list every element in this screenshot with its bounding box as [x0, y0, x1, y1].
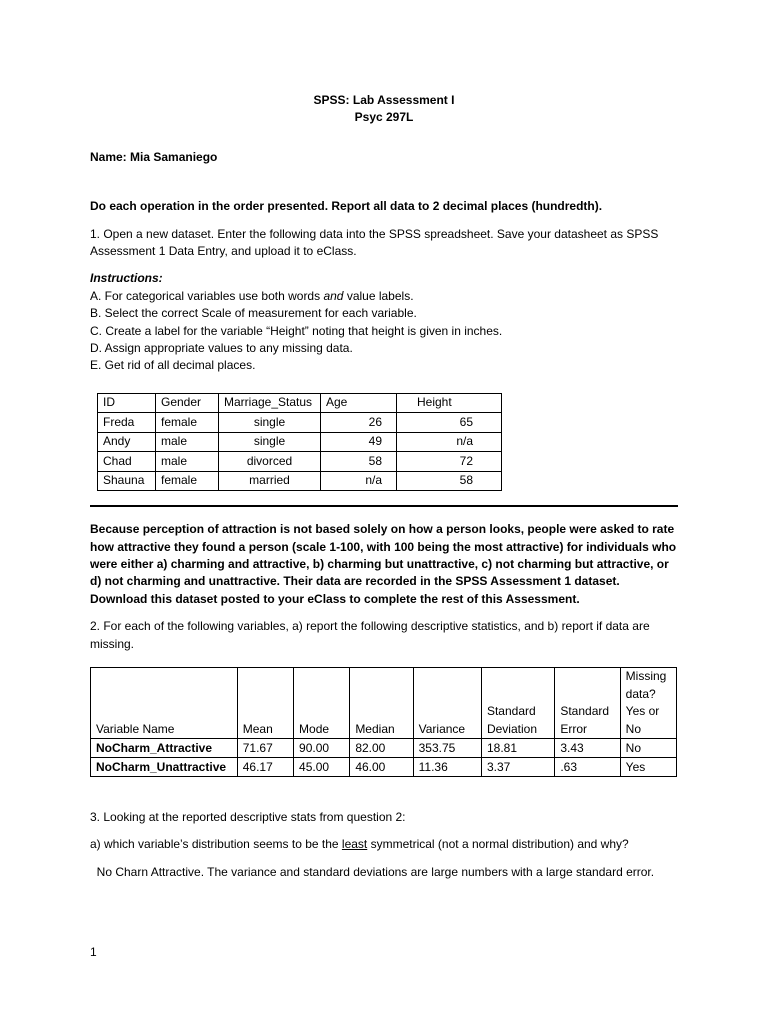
- table-cell: n/a: [397, 432, 502, 452]
- header-cell: Gender: [156, 393, 219, 413]
- page-number: 1: [90, 945, 97, 959]
- instruction-a: A. For categorical variables use both words and value labels.: [90, 288, 414, 303]
- header-cell: Height: [397, 393, 502, 413]
- table-cell: 353.75: [413, 738, 481, 757]
- descriptives-table: [90, 667, 677, 777]
- course-code: Psyc 297L: [354, 110, 414, 125]
- header-cell: Marriage_Status: [219, 393, 321, 413]
- table-cell: Andy: [98, 432, 156, 452]
- header-cell: Standard Error: [555, 667, 620, 738]
- header-cell: Variable Name: [91, 667, 238, 738]
- table-cell: NoCharm_Attractive: [91, 738, 238, 757]
- raw-data-table: [97, 393, 502, 492]
- header-cell: Missing data? Yes or No: [620, 667, 676, 738]
- table-row: [91, 757, 677, 776]
- table-cell: 18.81: [481, 738, 554, 757]
- table-cell: 3.37: [481, 757, 554, 776]
- table-cell: single: [219, 432, 321, 452]
- question-1: 1. Open a new dataset. Enter the following data into the SPSS spreadsheet. Save your datasheet as SPSS Assessment 1 Data Entry, and upload it to eClass.: [90, 226, 659, 258]
- table-cell: n/a: [321, 471, 397, 491]
- question-3a: a) which variable’s distribution seems to be the least symmetrical (not a normal distribution) and why?: [90, 837, 629, 852]
- table-header-row: [98, 393, 502, 413]
- header-cell: Age: [321, 393, 397, 413]
- header-cell: Variance: [413, 667, 481, 738]
- table-cell: 58: [321, 452, 397, 472]
- table-cell: .63: [555, 757, 620, 776]
- directions: Do each operation in the order presented. Report all data to 2 decimal places (hundredth).: [90, 199, 603, 214]
- table-cell: married: [219, 471, 321, 491]
- table-cell: 45.00: [294, 757, 350, 776]
- table-row: [98, 471, 502, 491]
- table-cell: Freda: [98, 413, 156, 433]
- table-cell: 71.67: [237, 738, 293, 757]
- table-cell: 65: [397, 413, 502, 433]
- table-cell: No: [620, 738, 676, 757]
- table-cell: male: [156, 432, 219, 452]
- table-cell: 11.36: [413, 757, 481, 776]
- table-row: [98, 432, 502, 452]
- table-cell: 49: [321, 432, 397, 452]
- table-row: [98, 452, 502, 472]
- document-page: [90, 92, 678, 881]
- table-header-row: [91, 667, 677, 738]
- table-cell: 26: [321, 413, 397, 433]
- table-cell: 58: [397, 471, 502, 491]
- table-cell: 72: [397, 452, 502, 472]
- table-cell: 46.17: [237, 757, 293, 776]
- table-cell: male: [156, 452, 219, 472]
- student-name: Name: Mia Samaniego: [90, 149, 218, 164]
- header-cell: Mode: [294, 667, 350, 738]
- table-cell: female: [156, 413, 219, 433]
- table-cell: Chad: [98, 452, 156, 472]
- table-cell: Shauna: [98, 471, 156, 491]
- table-cell: divorced: [219, 452, 321, 472]
- instruction-d: D. Assign appropriate values to any missing data.: [90, 340, 353, 355]
- table-cell: 90.00: [294, 738, 350, 757]
- header-cell: Median: [350, 667, 413, 738]
- instruction-e: E. Get rid of all decimal places.: [90, 358, 256, 373]
- table-cell: Yes: [620, 757, 676, 776]
- instructions-label: Instructions:: [90, 271, 163, 286]
- doc-title: SPSS: Lab Assessment I: [313, 93, 455, 107]
- header-cell: Mean: [237, 667, 293, 738]
- table-cell: 3.43: [555, 738, 620, 757]
- table-cell: 46.00: [350, 757, 413, 776]
- question-3: 3. Looking at the reported descriptive stats from question 2:: [90, 809, 406, 824]
- table-cell: 82.00: [350, 738, 413, 757]
- table-cell: NoCharm_Unattractive: [91, 757, 238, 776]
- header-cell: ID: [98, 393, 156, 413]
- instruction-b: B. Select the correct Scale of measurement for each variable.: [90, 306, 417, 321]
- section-divider: [90, 505, 678, 507]
- table-cell: female: [156, 471, 219, 491]
- question-2: 2. For each of the following variables, a) report the following descriptive statistics, and b) report if data are missing.: [90, 619, 650, 651]
- header-cell: Standard Deviation: [481, 667, 554, 738]
- table-row: [91, 738, 677, 757]
- table-row: [98, 413, 502, 433]
- scenario-paragraph: Because perception of attraction is not based solely on how a person looks, people were asked to rate how attractive they found a person (scale 1-100, with 100 being the most attractive) for individuals who were either a) charming and attractive, b) charming but unattractive, c) not charming but attractive, or d) not charming and unattractive. Their data are recorded in the SPSS Assessment 1 dataset. Download this dataset posted to your eClass to complete the rest of this Assessment.: [90, 522, 677, 606]
- table-cell: single: [219, 413, 321, 433]
- answer-3a: No Charn Attractive. The variance and standard deviations are large numbers with a large standard error.: [90, 864, 655, 879]
- instruction-c: C. Create a label for the variable “Height” noting that height is given in inches.: [90, 323, 503, 338]
